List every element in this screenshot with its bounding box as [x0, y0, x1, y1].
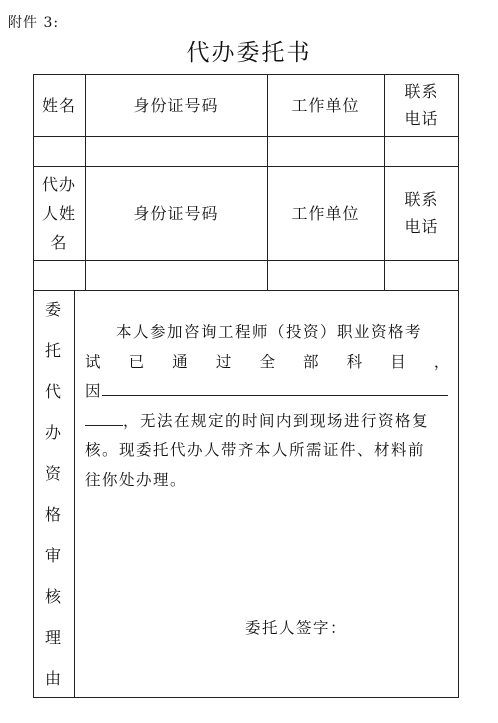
header-agent-phone: 联系电话 — [404, 190, 439, 236]
body-line-justified — [85, 348, 451, 378]
table-rule — [33, 290, 459, 291]
header-id-number: 身份证号码 — [133, 95, 219, 115]
body-char: 目 — [390, 352, 408, 371]
client-name-field[interactable] — [33, 136, 85, 166]
reason-label-char: 委 — [44, 300, 62, 319]
body-text-segment: ，无法在规定的时间内到现场进行资格复 — [123, 411, 430, 430]
body-line: 本人参加咨询工程师（投资）职业资格考 — [116, 323, 423, 341]
client-phone-field[interactable] — [384, 136, 459, 166]
body-char: 通 — [172, 352, 190, 371]
reason-body — [85, 318, 451, 495]
reason-label — [33, 290, 74, 697]
header-name: 姓名 — [41, 95, 76, 115]
delegation-form-table — [33, 74, 459, 698]
body-prefix: 因 — [85, 382, 103, 400]
header-workplace: 工作单位 — [291, 95, 360, 115]
agent-id-field[interactable] — [85, 260, 267, 290]
body-line: 往你处办理。 — [85, 470, 188, 489]
reason-label-char: 核 — [44, 587, 62, 606]
reason-label-char: 格 — [44, 505, 62, 524]
body-char: 过 — [215, 352, 233, 371]
document-title: 代办委托书 — [186, 40, 312, 66]
reason-label-char: 资 — [44, 464, 62, 483]
body-line: 核。现委托代办人带齐本人所需证件、材料前 — [85, 441, 426, 459]
body-char: 全 — [259, 352, 277, 371]
body-char: 部 — [303, 352, 321, 371]
agent-phone-field[interactable] — [384, 260, 459, 290]
reason-label-char: 审 — [44, 546, 62, 565]
body-char: ， — [433, 352, 451, 371]
body-line — [85, 407, 451, 437]
reason-column-divider — [74, 290, 75, 698]
reason-label-char: 由 — [44, 669, 62, 688]
header-agent-workplace: 工作单位 — [291, 203, 360, 223]
reason-label-char: 托 — [44, 341, 62, 360]
agent-name-field[interactable] — [33, 260, 85, 290]
agent-workplace-field[interactable] — [267, 260, 384, 290]
table-border-bottom — [33, 697, 459, 698]
header-phone: 联系电话 — [404, 82, 439, 128]
signature-label: 委托人签字： — [245, 619, 348, 637]
reason-label-char: 代 — [44, 382, 62, 401]
header-agent-name: 代办人姓名 — [42, 174, 77, 252]
reason-label-char: 办 — [44, 423, 62, 442]
client-workplace-field[interactable] — [267, 136, 384, 166]
reason-blank-field[interactable] — [102, 378, 448, 396]
client-id-field[interactable] — [85, 136, 267, 166]
body-char: 试 — [85, 352, 103, 371]
reason-label-char: 理 — [44, 628, 62, 647]
body-char: 已 — [128, 352, 146, 371]
body-char: 科 — [346, 352, 364, 371]
reason-blank-field-continued[interactable] — [85, 408, 123, 426]
signature-field[interactable] — [355, 612, 451, 640]
header-agent-id-number: 身份证号码 — [133, 203, 219, 223]
attachment-label: 附件 3: — [8, 15, 60, 31]
body-line — [85, 377, 451, 407]
